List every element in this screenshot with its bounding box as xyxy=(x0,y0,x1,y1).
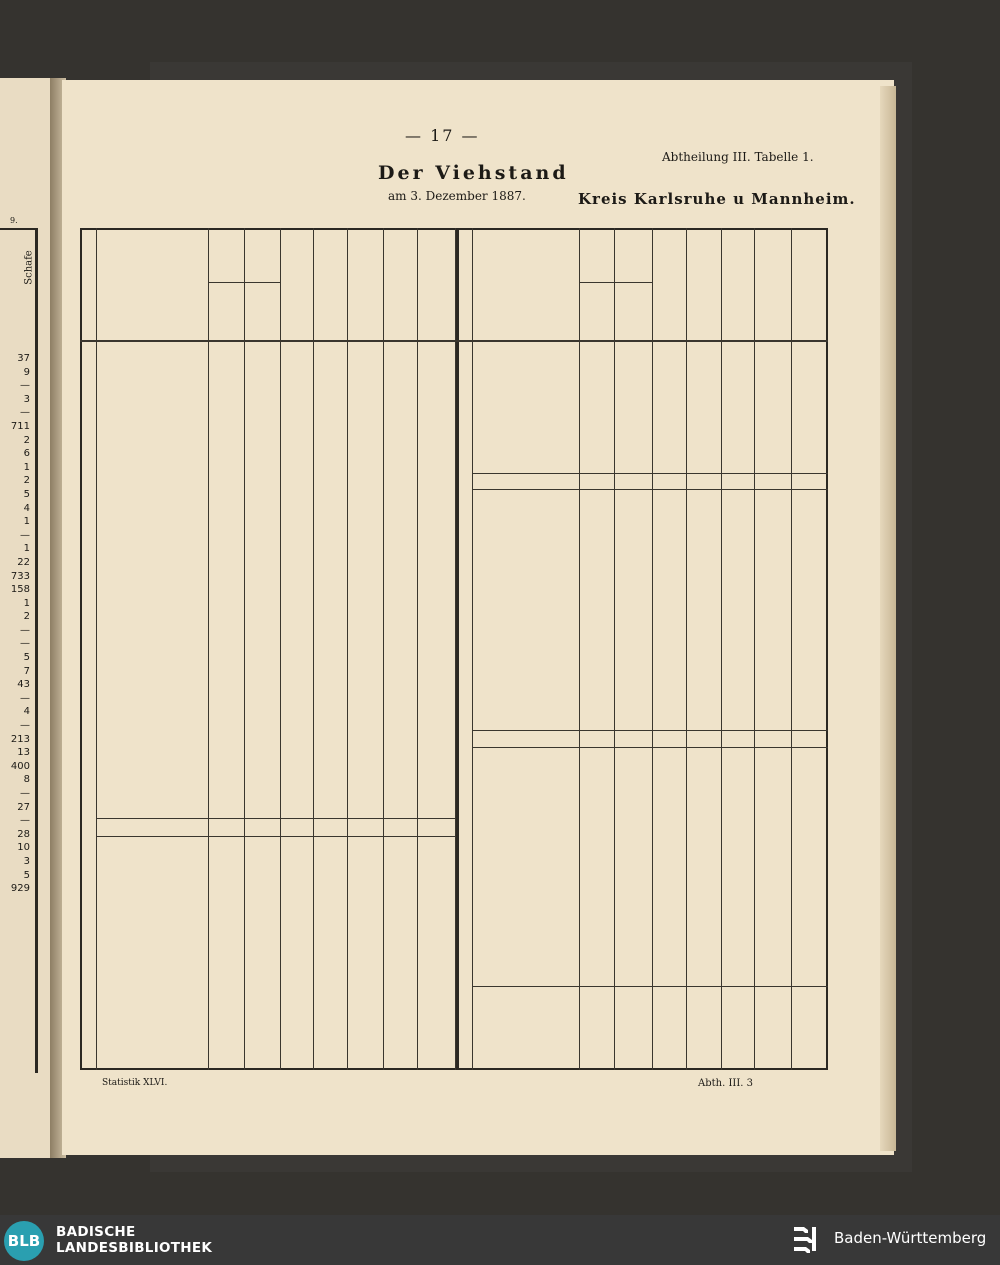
left-value: 1 xyxy=(23,461,30,473)
table-row xyxy=(0,552,1000,566)
brand-name[interactable]: Baden-Württemberg xyxy=(834,1229,987,1247)
library-name-line2: LANDESBIBLIOTHEK xyxy=(56,1240,213,1256)
table-row xyxy=(0,716,1000,730)
table-row xyxy=(0,402,1000,416)
table-row xyxy=(0,850,1000,864)
table-row xyxy=(0,972,1000,986)
left-value: 733 xyxy=(10,570,30,582)
section-label: Abtheilung III. Tabelle 1. xyxy=(662,150,814,164)
table-row xyxy=(0,675,1000,689)
table-row xyxy=(0,770,1000,784)
table-row xyxy=(0,958,1000,972)
total-row xyxy=(0,474,1000,488)
table-row xyxy=(0,905,1000,919)
left-value: — xyxy=(20,529,30,541)
left-value: 9 xyxy=(23,366,30,378)
page-subtitle: am 3. Dezember 1887. xyxy=(388,189,526,203)
table-row xyxy=(0,877,1000,891)
library-bar xyxy=(0,1215,1000,1265)
left-value: 711 xyxy=(10,420,30,432)
left-value: 2 xyxy=(23,434,30,446)
table-row xyxy=(0,498,1000,512)
left-value: 3 xyxy=(23,393,30,405)
left-value: — xyxy=(20,624,30,636)
table-row xyxy=(0,932,1000,946)
left-value: 6 xyxy=(23,448,30,460)
row-rule xyxy=(472,489,828,490)
left-value: 1 xyxy=(23,543,30,555)
left-value: — xyxy=(20,638,30,650)
table-row xyxy=(0,756,1000,770)
blb-logo[interactable]: BLB xyxy=(4,1221,44,1261)
page-title: Der Viehstand xyxy=(378,162,569,184)
table-row xyxy=(0,389,1000,403)
row-rule xyxy=(472,730,828,731)
left-value: 22 xyxy=(17,556,30,568)
left-value: 8 xyxy=(23,774,30,786)
table-row xyxy=(0,348,1000,362)
bw-lions-icon[interactable] xyxy=(790,1223,826,1257)
table-row xyxy=(0,362,1000,376)
left-value: 27 xyxy=(17,801,30,813)
row-rule xyxy=(472,747,828,748)
left-value: 1 xyxy=(23,597,30,609)
left-value: 929 xyxy=(10,883,30,895)
page-number: — 17 — xyxy=(405,126,480,145)
left-value: 7 xyxy=(23,665,30,677)
table-row xyxy=(0,431,1000,445)
total-row xyxy=(0,989,1000,1003)
left-value: — xyxy=(20,692,30,704)
table-row xyxy=(0,634,1000,648)
left-col-number: 9. xyxy=(10,216,18,225)
left-value: 2 xyxy=(23,475,30,487)
library-name-line1: BADISCHE xyxy=(56,1224,136,1240)
table-row xyxy=(0,648,1000,662)
table-row xyxy=(0,702,1000,716)
table-row xyxy=(0,539,1000,553)
left-value: 400 xyxy=(10,760,30,772)
table-row xyxy=(0,525,1000,539)
left-value: 158 xyxy=(10,584,30,596)
table-row xyxy=(0,375,1000,389)
table-row xyxy=(0,1033,1000,1047)
table-row xyxy=(0,620,1000,634)
left-value: 1 xyxy=(23,516,30,528)
table-row xyxy=(0,593,1000,607)
left-col-header: Schafe xyxy=(23,250,35,285)
table-row xyxy=(0,566,1000,580)
left-value: 5 xyxy=(23,869,30,881)
table-row xyxy=(0,784,1000,798)
left-value: — xyxy=(20,720,30,732)
header-rule xyxy=(579,282,652,283)
left-value: 4 xyxy=(23,502,30,514)
table-row xyxy=(0,797,1000,811)
header-rule xyxy=(80,340,828,342)
left-value: 28 xyxy=(17,828,30,840)
left-value: 3 xyxy=(23,855,30,867)
table-row xyxy=(0,837,1000,851)
left-value: 13 xyxy=(17,747,30,759)
table-row xyxy=(0,607,1000,621)
table-row xyxy=(0,688,1000,702)
footer-right: Abth. III. 3 xyxy=(698,1078,754,1089)
row-rule xyxy=(472,986,828,987)
table-row xyxy=(0,445,1000,459)
left-value: 5 xyxy=(23,488,30,500)
table-row xyxy=(0,416,1000,430)
table-row xyxy=(0,580,1000,594)
table-row xyxy=(0,864,1000,878)
left-value: 213 xyxy=(10,733,30,745)
left-value: — xyxy=(20,380,30,392)
left-value: 5 xyxy=(23,652,30,664)
left-value: — xyxy=(20,815,30,827)
region-title: Kreis Karlsruhe u Mannheim. xyxy=(578,190,856,208)
left-value: 10 xyxy=(17,842,30,854)
table-row xyxy=(0,1047,1000,1061)
table-row xyxy=(0,823,1000,837)
table-row xyxy=(0,512,1000,526)
library-name[interactable] xyxy=(56,1224,212,1256)
left-value: — xyxy=(20,407,30,419)
left-value: — xyxy=(20,788,30,799)
left-value: 2 xyxy=(23,611,30,623)
left-value: 43 xyxy=(17,679,30,691)
table-row xyxy=(0,918,1000,932)
row-rule xyxy=(96,818,455,819)
table-row xyxy=(0,1019,1000,1033)
total-row xyxy=(0,732,1000,746)
left-value: 37 xyxy=(17,353,30,364)
footer-left: Statistik XLVI. xyxy=(102,1078,168,1088)
table-row xyxy=(0,661,1000,675)
table-row xyxy=(0,1006,1000,1020)
table-row xyxy=(0,891,1000,905)
left-value: 4 xyxy=(23,706,30,718)
header-rule xyxy=(208,282,280,283)
table-row xyxy=(0,458,1000,472)
